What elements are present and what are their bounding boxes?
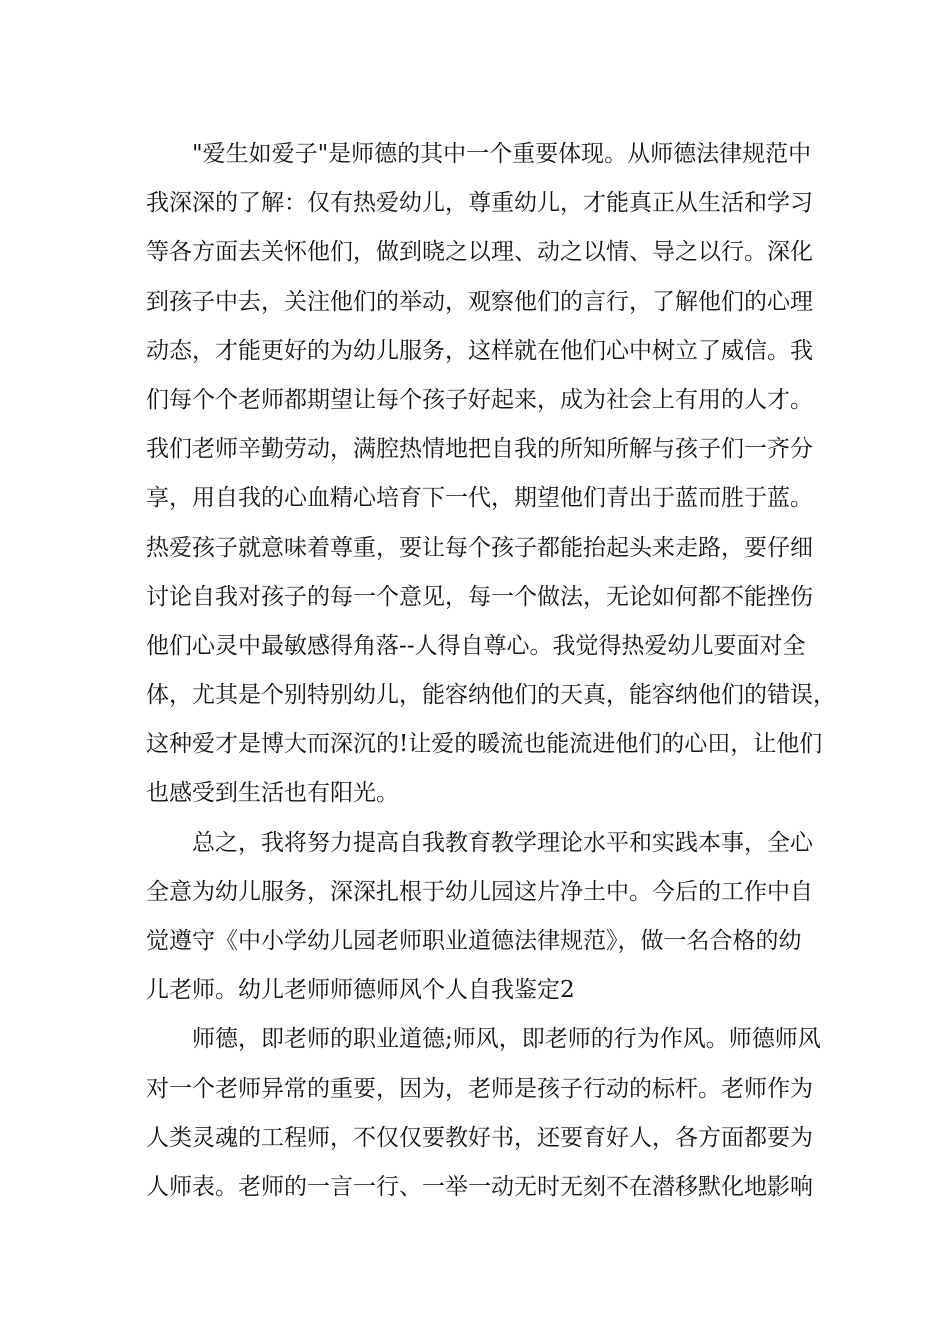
text-line: 体，尤其是个别特别幼儿，能容纳他们的天真，能容纳他们的错误， xyxy=(146,682,836,709)
text-line: 我们老师辛勤劳动，满腔热情地把自我的所知所解与孩子们一齐分 xyxy=(146,436,813,463)
text-line: 享，用自我的心血精心培育下一代，期望他们青出于蓝而胜于蓝。 xyxy=(146,485,813,512)
text-line: 等各方面去关怀他们，做到晓之以理、动之以情、导之以行。深化 xyxy=(146,239,813,266)
text-line: 动态，才能更好的为幼儿服务，这样就在他们心中树立了威信。我 xyxy=(146,337,813,364)
text-line: 我深深的了解：仅有热爱幼儿，尊重幼儿，才能真正从生活和学习 xyxy=(146,190,813,217)
text-line: 师德，即老师的职业道德;师风，即老师的行为作风。师德师风 xyxy=(192,1026,821,1053)
text-line: 热爱孩子就意味着尊重，要让每个孩子都能抬起头来走路，要仔细 xyxy=(146,534,813,561)
text-line: 讨论自我对孩子的每一个意见，每一个做法，无论如何都不能挫伤 xyxy=(146,583,813,610)
text-line: 对一个老师异常的重要，因为，老师是孩子行动的标杆。老师作为 xyxy=(146,1075,813,1102)
text-line: "爱生如爱子"是师德的其中一个重要体现。从师德法律规范中 xyxy=(192,141,812,167)
text-line: 觉遵守《中小学幼儿园老师职业道德法律规范》，做一名合格的幼 xyxy=(146,928,802,954)
text-line: 总之，我将努力提高自我教育教学理论水平和实践本事，全心 xyxy=(192,829,813,856)
text-line: 们每个个老师都期望让每个孩子好起来，成为社会上有用的人才。 xyxy=(146,386,813,413)
document-body xyxy=(146,130,836,1212)
text-line: 人类灵魂的工程师，不仅仅要教好书，还要育好人，各方面都要为 xyxy=(146,1124,813,1151)
text-line: 儿老师。幼儿老师师德师风个人自我鉴定2 xyxy=(146,977,575,1004)
text-line: 到孩子中去，关注他们的举动，观察他们的言行，了解他们的心理 xyxy=(146,288,813,315)
text-line: 人师表。老师的一言一行、一举一动无时无刻不在潜移默化地影响 xyxy=(146,1173,813,1200)
text-line: 他们心灵中最敏感得角落--人得自尊心。我觉得热爱幼儿要面对全 xyxy=(146,632,806,659)
text-line: 这种爱才是博大而深沉的!让爱的暖流也能流进他们的心田，让他们 xyxy=(146,731,823,758)
text-line: 也感受到生活也有阳光。 xyxy=(146,780,399,807)
text-line: 全意为幼儿服务，深深扎根于幼儿园这片净土中。今后的工作中自 xyxy=(146,878,813,905)
